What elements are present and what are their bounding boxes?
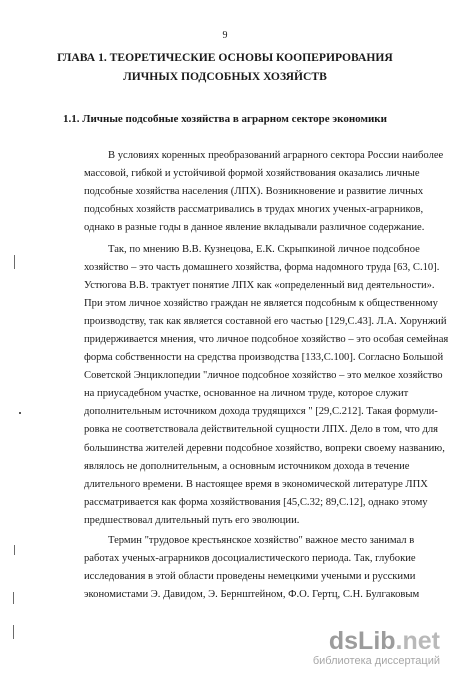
text-line: на приусадебном участке, основанное на личном труде, которое служит xyxy=(84,388,409,400)
text-line: работах ученых-аграрников досоциалистического периода. Так, глубокие xyxy=(84,553,416,565)
text-line: подсобные хозяйства населения (ЛПХ). Возникновение и развитие личных xyxy=(84,186,424,198)
text-line: производству, так как является составной его частью [129,С.43]. Л.А. Хорунжий xyxy=(84,316,447,328)
page-number: 9 xyxy=(222,30,228,41)
chapter-title-line-2: ЛИЧНЫХ ПОДСОБНЫХ ХОЗЯЙСТВ xyxy=(123,70,327,83)
text-line: исследования в этой области проведены немецкими учеными и русскими xyxy=(84,571,416,583)
text-line: форма собственности на средства производства [133,С.100]. Согласно Большой xyxy=(84,352,444,364)
scan-margin-dot xyxy=(19,412,21,414)
dslib-logo xyxy=(313,628,440,654)
text-line: являлось не дополнительным, а основным источником дохода в течение xyxy=(84,460,410,472)
text-line: При этом личное хозяйство граждан не является подсобным к общественному xyxy=(84,298,438,310)
chapter-title-line-1: ГЛАВА 1. ТЕОРЕТИЧЕСКИЕ ОСНОВЫ КООПЕРИРОВАНИЯ xyxy=(57,51,393,64)
text-line: Устюгова В.В. трактует понятие ЛПХ как «определенный вид деятельности». xyxy=(84,280,435,292)
scan-margin-mark xyxy=(13,625,14,639)
text-line: В условиях коренных преобразований аграрного сектора России наиболее xyxy=(108,150,444,161)
dslib-caption: библиотека диссертаций xyxy=(312,655,440,667)
paragraph-2 xyxy=(84,241,449,530)
text-line: длительного времени. В настоящее время в экономической литературе ЛПХ xyxy=(84,478,428,490)
text-line: дополнительным источником дохода трудящихся " [29,С.212]. Такая формули- xyxy=(84,406,438,418)
dslib-logo-main: dsLib xyxy=(328,627,396,655)
text-line: придерживается мнения, что личное подсобное хозяйство – это особая семейная xyxy=(84,334,449,346)
text-line: большинства жителей деревни подсобное хозяйство, вопреки своему названию, xyxy=(84,442,445,454)
paragraph-3 xyxy=(84,532,420,604)
text-line: хозяйство – это часть домашнего хозяйства, форма надомного труда [63, С.10]. xyxy=(84,262,440,274)
chapter-title xyxy=(40,48,410,86)
paragraph-1 xyxy=(84,147,444,237)
text-line: массовой, гибкой и устойчивой формой хозяйствования оказались личные xyxy=(84,168,420,180)
dslib-watermark xyxy=(313,628,440,668)
text-line: предшествовал длительный путь его эволюции. xyxy=(84,514,300,526)
text-line: Термин "трудовое крестьянское хозяйство" важное место занимал в xyxy=(108,535,415,546)
scan-margin-mark xyxy=(14,545,15,555)
section-title: 1.1. Личные подсобные хозяйства в аграрном секторе экономики xyxy=(63,113,387,125)
scan-margin-mark xyxy=(13,592,14,604)
scan-margin-mark xyxy=(14,255,15,269)
text-line: ровка не соответствовала действительной сущности ЛПХ. Дело в том, что для xyxy=(84,424,439,436)
dslib-logo-accent: .net xyxy=(395,627,440,655)
text-line: подсобных хозяйств рассматривались в трудах многих ученых-аграрников, xyxy=(84,204,424,216)
text-line: однако в разные годы в данное явление вкладывали различное содержание. xyxy=(84,222,425,234)
text-line: экономистами Э. Давидом, Э. Бернштейном, Ф.О. Гертц, С.Н. Булгаковым xyxy=(84,589,420,601)
text-line: рассматривается как форма хозяйствования [45,С.32; 89,С.12], однако этому xyxy=(84,496,428,508)
text-line: Советской Энциклопедии "личное подсобное хозяйство – это мелкое хозяйство xyxy=(84,370,443,382)
text-line: Так, по мнению В.В. Кузнецова, Е.К. Скрыпкиной личное подсобное xyxy=(108,244,420,255)
